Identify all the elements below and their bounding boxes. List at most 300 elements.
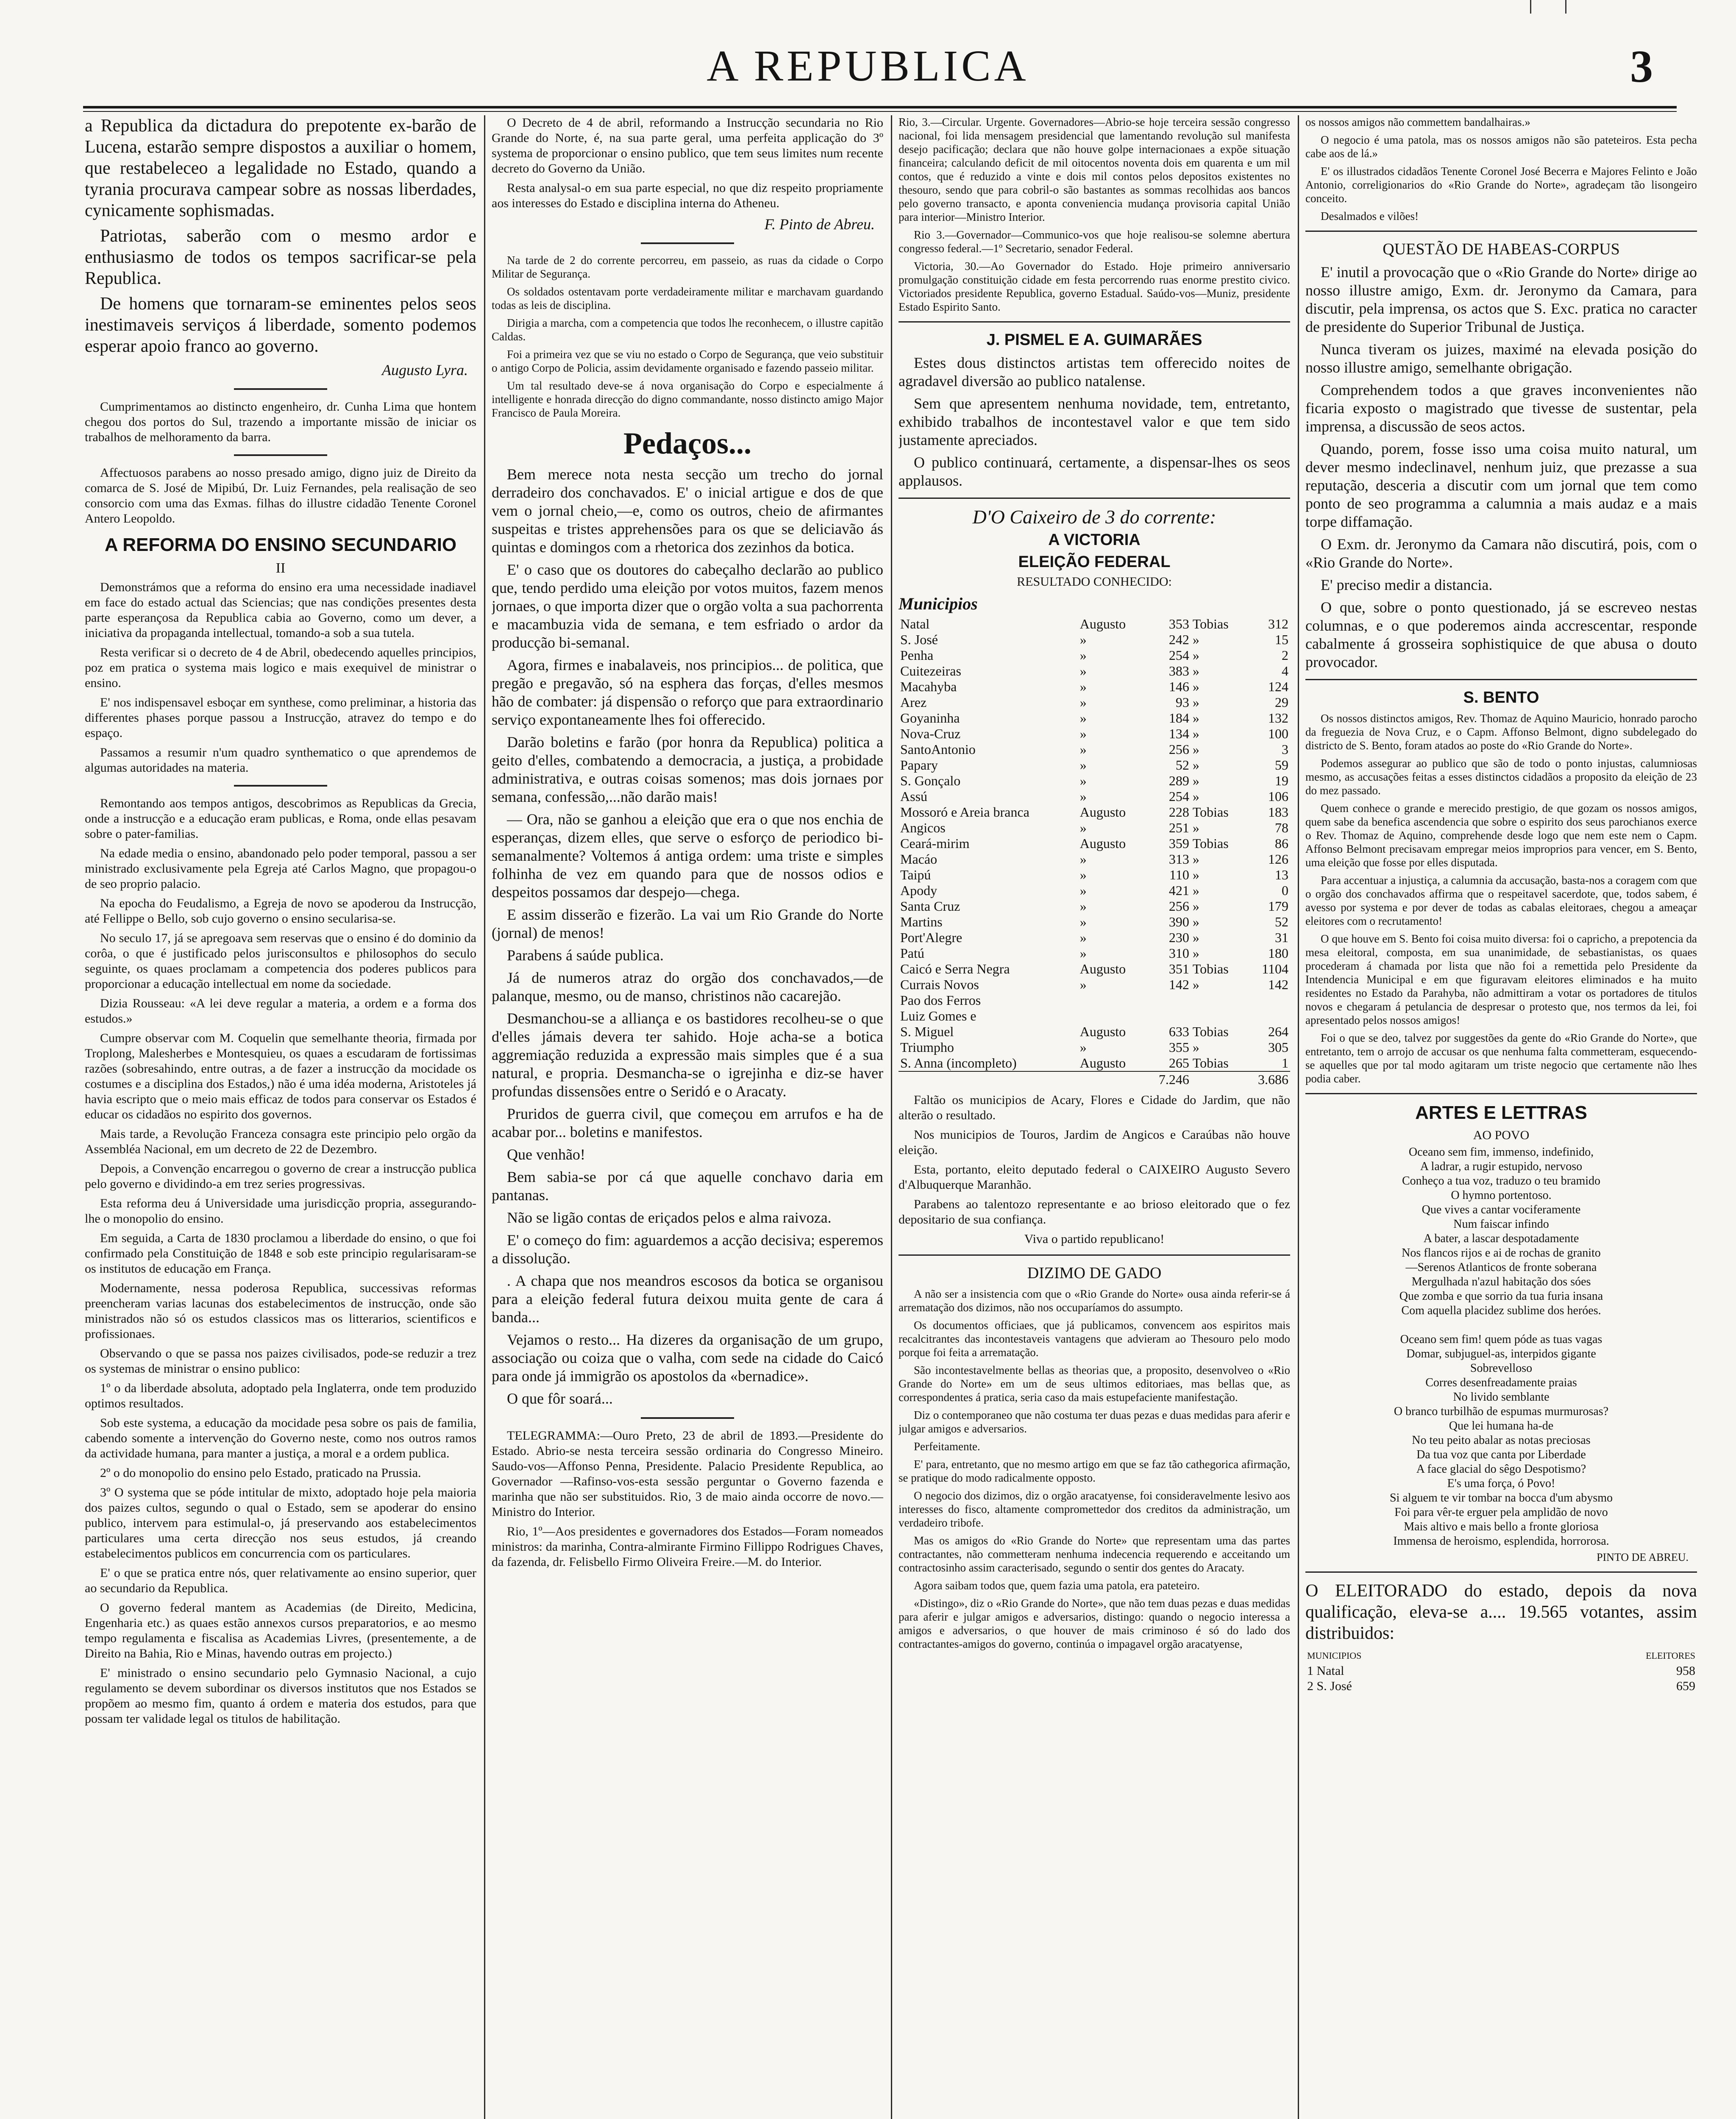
candidate-b-cell: » [1192, 977, 1199, 992]
candidate-a-cell: » [1079, 914, 1087, 929]
votes-b-cell: 264 [1268, 1024, 1288, 1039]
paragraph: Os soldados ostentavam porte verdadeiramente militar e marchavam guardando todas as leis de disciplina. [492, 285, 883, 311]
paragraph: Agora, firmes e inabalaveis, nos principios... de politica, que pregão e pregavão, só na esphera das forças, d'elles mesmos hão de combater: já dispensão o reforço que para extraordinario serviço expontaneamente lhes foi offerecido. [492, 656, 883, 728]
candidate-a-cell: Augusto [1079, 836, 1126, 851]
poem-line: No livido semblante [1453, 1390, 1550, 1404]
page-top-mark [1530, 0, 1566, 14]
municipio-cell: Santa Cruz [900, 898, 960, 914]
poem-line: Da tua voz que canta por Liberdade [1416, 1448, 1586, 1461]
municipio-cell: Caicó e Serra Negra [900, 961, 1010, 976]
paragraph: Parabens ao talentozo representante e ao brioso eleitorado que o fez depositario de sua confiança. [899, 1197, 1290, 1226]
municipio-cell: Port'Alegre [900, 930, 963, 945]
candidate-a-cell: » [1079, 820, 1087, 835]
column-divider [1298, 115, 1299, 2119]
section-rule [1305, 1571, 1697, 1573]
total-tobias: 3.686 [1244, 1071, 1290, 1087]
paragraph: Desalmados e vilões! [1321, 210, 1419, 222]
results-row [899, 820, 1290, 836]
results-row [899, 977, 1290, 993]
votes-a-cell: 313 [1168, 851, 1189, 867]
votes-b-cell [1244, 1008, 1290, 1024]
candidate-b-cell: » [1192, 710, 1199, 726]
municipio-cell: Macáo [900, 851, 938, 867]
results-row [899, 867, 1290, 883]
notice-engineer: Cumprimentamos ao distincto engenheiro, dr. Cunha Lima que hontem chegou dos portos do Sul, trazendo a importante missão de iniciar os trabalhos de melhoramento da barra. [85, 400, 476, 444]
poem-line: Com aquella placidez sublime dos heróes. [1401, 1304, 1601, 1317]
telegram: Victoria, 30.—Ao Governador do Estado. Hoje primeiro anniversario promulgação constituição cidade em festa percorrendo ruas enorme prestito civico. Victoriados presidente Republica, governo Estadual. Saúdo-vos—Muniz, presidente Estado Espirito Santo. [899, 260, 1290, 313]
votes-a-cell: 93 [1175, 695, 1189, 710]
candidate-a-cell: » [1079, 945, 1087, 961]
paragraph: Dizia Rousseau: «A lei deve regular a materia, a ordem e a forma dos estudos.» [85, 996, 476, 1026]
votes-a-cell: 256 [1168, 742, 1189, 757]
municipio-cell: S. Anna (incompleto) [900, 1055, 1017, 1071]
paragraph: A não ser a insistencia com que o «Rio Grande do Norte» ousa ainda referir-se á arrematação dos dizimos, não nos occuparíamos do assumpto. [899, 1288, 1290, 1314]
paragraph: «Distingo», diz o «Rio Grande do Norte», que não tem duas pezas e duas medidas para aferir e julgar amigos e adversarios, distingo: quando o negocio interessa a amigos e adversarios, o que houver de mais criminoso é só do lado dos contractantes-amigos do governo, continúa o impagavel orgão aracatyense, [899, 1597, 1290, 1650]
candidate-b-cell: » [1192, 632, 1199, 647]
section-rule [899, 321, 1290, 323]
caixeiro-heading: D'O Caixeiro de 3 do corrente: [972, 506, 1216, 528]
votes-b-cell: 3 [1282, 742, 1288, 757]
results-row [899, 632, 1290, 648]
poem-line: Mais altivo e mais bello a fronte gloriosa [1404, 1520, 1599, 1533]
candidate-b-cell: Tobias [1192, 616, 1229, 631]
poem-line: Oceano sem fim, immenso, indefinido, [1408, 1146, 1594, 1159]
paragraph: E assim disserão e fizerão. La vai um Rio Grande do Norte (jornal) de menos! [492, 906, 883, 941]
municipio-cell: Goyaninha [900, 710, 960, 726]
paragraph: . A chapa que nos meandros escosos da botica se organisou para a eleição federal futura deixou muita gente de cara á banda... [492, 1272, 883, 1326]
section-rule [1305, 679, 1697, 680]
paragraph: E' o que se pratica entre nós, quer relativamente ao ensino superior, quer ao secundario da Republica. [85, 1566, 476, 1595]
paragraph: E' para, entretanto, que no mesmo artigo em que se faz tão cathegorica afirmação, se pratique do modo radicalmente opposto. [899, 1458, 1290, 1484]
poem-line: Domar, subjuguel-as, interpidos gigante [1406, 1347, 1596, 1360]
paragraph: E' nos indispensavel esboçar em synthese, como preliminar, a historia das differentes phases porque passou a Instrucção, atravez do tempo e do espaço. [85, 695, 476, 740]
eleitorado-col-eleitores: ELEITORES [1646, 1650, 1695, 1661]
paragraph: E' preciso medir a distancia. [1321, 576, 1493, 593]
results-row [899, 679, 1290, 695]
paragraph: Esta, portanto, eleito deputado federal o CAIXEIRO Augusto Severo d'Albuquerque Maranhão. [899, 1162, 1290, 1192]
dizimo-title: DIZIMO DE GADO [1027, 1264, 1162, 1282]
viva-line: Viva o partido republicano! [1024, 1232, 1165, 1246]
candidate-a-cell: » [1079, 648, 1087, 663]
candidate-b-cell: » [1192, 726, 1199, 741]
results-row [899, 757, 1290, 773]
masthead-title: A REPUBLICA [707, 42, 1029, 90]
candidate-a-cell: » [1079, 773, 1087, 788]
bento-article [1305, 712, 1697, 1085]
paragraph: Comprehendem todos a que graves inconvenientes não ficaria exposto o magistrado que tivesse de sustentar, pela imprensa, a discussão de seos actos. [1305, 381, 1697, 435]
results-row [899, 851, 1290, 867]
municipio-cell: Assú [900, 789, 928, 804]
candidate-a-cell: » [1079, 663, 1087, 679]
candidate-b-cell: » [1192, 695, 1199, 710]
votes-a-cell: 421 [1168, 883, 1189, 898]
paragraph: No seculo 17, já se apregoava sem reservas que o ensino é do dominio da corôa, o que é justificado pelos jurisconsultos e philosophos do seculo seguinte, os quaes proclamam a competencia dos poderes publicos para proporcionar a educação intellectual em nome da sociedade. [85, 931, 476, 991]
candidate-b-cell: » [1192, 883, 1199, 898]
candidate-a-cell: » [1079, 867, 1087, 882]
candidate-a-cell: » [1079, 742, 1087, 757]
paragraph: Sem que apresentem nenhuma novidade, tem, entretanto, exhibido trabalhos de incontestavel valor e que tem sido justamente apreciados. [899, 395, 1290, 448]
paragraph: Foi o que se deo, talvez por suggestões da gente do «Rio Grande do Norte», que entretanto, tem o arrojo de accusar os que nenhuma falta commetteram, esquecendo-se aquelles que por tal modo agitaram um triste negocio que certamente não lhes podia caber. [1305, 1032, 1697, 1085]
candidate-b-cell: Tobias [1192, 961, 1229, 976]
ensino-title: A REFORMA DO ENSINO SECUNDARIO [104, 534, 457, 555]
votes-a-cell: 355 [1168, 1040, 1189, 1055]
paragraph: Podemos assegurar ao publico que são de todo o ponto injustas, calumniosas mesmo, as accusações feitas a esses distinctos cidadãos a proposito da eleição de 23 do mez passado. [1305, 757, 1697, 797]
votes-b-cell: 312 [1268, 616, 1288, 631]
votes-b-cell: 179 [1268, 898, 1288, 914]
municipio-cell: Luiz Gomes e [900, 1008, 976, 1023]
candidate-a-cell: Augusto [1079, 616, 1126, 631]
paragraph: — Ora, não se ganhou a eleição que era o que nos enchia de esperanças, dizem elles, que serve o esforço de periodico bi-semanalmente? Voltemos á antiga ordem: uma triste e simples folhinha de vez em quando para que de nossos odios e despeitos possamos dar despejo—chega. [492, 811, 883, 901]
pedacos-article [492, 465, 883, 1408]
signature: F. Pinto de Abreu. [764, 216, 875, 233]
votes-a-cell: 110 [1169, 867, 1189, 882]
municipio-cell: Triumpho [900, 1040, 954, 1055]
votes-b-cell: 183 [1268, 804, 1288, 820]
votes-a-cell: 184 [1168, 710, 1189, 726]
paragraph: O que, sobre o ponto questionado, já se escreveo nestas columnas, e o que poderemos ainda accrescentar, responde cabalmente á grosseira sophistiquice de que abusa o douto provocador. [1305, 599, 1697, 670]
paragraph: os nossos amigos não commettem bandalhairas.» [1305, 116, 1530, 128]
poem-line: Oceano sem fim! quem póde as tuas vagas [1400, 1333, 1602, 1346]
candidate-a-cell: » [1079, 930, 1087, 945]
candidate-a-cell: » [1079, 883, 1087, 898]
municipio-cell: Papary [900, 757, 938, 773]
poem-line: Num faiscar infindo [1453, 1218, 1549, 1231]
municipio-cell: Pao dos Ferros [900, 993, 981, 1008]
votes-a-cell: 289 [1168, 773, 1189, 788]
municipio-cell: Currais Novos [900, 977, 979, 992]
votes-a-cell: 142 [1168, 977, 1189, 992]
votes-a-cell: 390 [1168, 914, 1189, 929]
paragraph: Um tal resultado deve-se á nova organisação do Corpo e especialmente á intelligente e honrada direcção do digno commandante, nosso distincto amigo Major Francisco de Paula Moreira. [492, 379, 883, 419]
section-rule [899, 1254, 1290, 1256]
candidate-b-cell: » [1192, 930, 1199, 945]
votes-b-cell: 142 [1268, 977, 1288, 992]
results-row [899, 1055, 1290, 1071]
paragraph: Os nossos distinctos amigos, Rev. Thomaz de Aquino Mauricio, honrado parocho da freguezia de Nova Cruz, e o Capm. Affonso Belmont, digno subdelegado do districto de S. Bento, foram atados ao poste do «Rio Grande do Norte». [1305, 712, 1697, 752]
habeas-article [1305, 263, 1697, 671]
paragraph: Que venhão! [507, 1146, 585, 1163]
results-row [899, 1008, 1290, 1024]
votes-a-cell: 351 [1168, 961, 1189, 976]
candidate-b-cell: » [1192, 663, 1199, 679]
votes-a-cell: 52 [1175, 757, 1189, 773]
results-row [899, 1024, 1290, 1040]
paragraph: São incontestavelmente bellas as theorias que, a proposito, desenvolveo o «Rio Grande do Norte» em um de seus ultimos editoriaes, mas bellas que, as correspondentes á pratica, seria caso da mais estupefaciente manifestação. [899, 1364, 1290, 1404]
eleitorado-row [1305, 1679, 1697, 1694]
signature: Augusto Lyra. [382, 362, 468, 378]
paragraph: Estes dous distinctos artistas tem offerecido noites de agradavel diversão ao publico natalense. [899, 354, 1290, 389]
eleitorado-row [1305, 1663, 1697, 1679]
results-row [899, 695, 1290, 710]
results-row [899, 993, 1290, 1008]
municipio-cell: Nova-Cruz [900, 726, 961, 741]
paragraph: Mas os amigos do «Rio Grande do Norte» que representam uma das partes contractantes, não commetteram nenhuma indecencia requerendo e acceitando um contractosinho assim caracterisado, segundo o sentir dos gentes do Aracaty. [899, 1534, 1290, 1574]
paragraph: O negocio dos dizimos, diz o orgão aracatyense, foi consideravelmente lesivo aos interesses do fisco, altamente compromettedor dos creditos da administração, um verdadeiro tribofe. [899, 1489, 1290, 1529]
paragraph: Faltão os municipios de Acary, Flores e Cidade do Jardim, que não alterão o resultado. [899, 1093, 1290, 1122]
separator [641, 242, 734, 244]
results-row [899, 961, 1290, 977]
votes-b-cell: 4 [1282, 663, 1288, 679]
results-row [899, 663, 1290, 679]
municipio-cell: Penha [900, 648, 934, 663]
candidate-b-cell: » [1192, 867, 1199, 882]
votes-b-cell: 2 [1282, 648, 1288, 663]
military-news [492, 253, 883, 420]
paragraph: Resta analysal-o em sua parte especial, no que diz respeito propriamente aos interesses do Estado e disciplina interna do Atheneu. [492, 181, 883, 210]
paragraph: Na epocha do Feudalismo, a Egreja de novo se apoderou da Instrucção, até Fellippe o Bello, sob cujo governo o ensino secularisa-se. [85, 896, 476, 926]
votes-b-cell: 1 [1282, 1055, 1288, 1071]
votes-b-cell: 126 [1268, 851, 1288, 867]
candidate-a-cell [1078, 993, 1145, 1008]
candidate-b-cell: » [1192, 789, 1199, 804]
results-row [899, 804, 1290, 820]
pedacos-title: Pedaços... [623, 426, 751, 460]
poem-line: A bater, a lascar despotadamente [1423, 1232, 1579, 1245]
votes-a-cell: 134 [1168, 726, 1189, 741]
votes-b-cell: 106 [1268, 789, 1288, 804]
votes-b-cell: 100 [1268, 726, 1288, 741]
results-row [899, 1040, 1290, 1055]
poem-signature: PINTO DE ABREU. [1597, 1551, 1689, 1563]
paragraph: O negocio é uma patola, mas os nossos amigos não são pateteiros. Esta pecha cabe aos de lá.» [1305, 133, 1697, 160]
municipios-label: Municipios [899, 594, 978, 613]
paragraph: Foi a primeira vez que se viu no estado o Corpo de Segurança, que veio substituir o antigo Corpo de Policia, assim devidamente organisado e fazendo passeio militar. [492, 348, 883, 374]
notice-congratulations: Affectuosos parabens ao nosso presado amigo, digno juiz de Direito da comarca de S. José de Mipibú, Dr. Luiz Fernandes, pela realisação de seo consorcio com uma das Exmas. filhas do illustre cidadão Tenente Coronel Antero Leopoldo. [85, 466, 476, 526]
telegram: Rio, 1º—Aos presidentes e governadores dos Estados—Foram nomeados ministros: da marinha, Contra-almirante Firmino Fillippo Rodrigues Chaves, da fazenda, dr. Felisbello Firmo Oliveira Freire.—M. do Interior. [492, 1524, 883, 1569]
votes-b-cell: 180 [1268, 945, 1288, 961]
candidate-a-cell: » [1079, 851, 1087, 867]
poem-line: Conheço a tua voz, traduzo o teu bramido [1402, 1174, 1601, 1187]
poem-line: O hymno portentoso. [1451, 1189, 1552, 1202]
results-row [899, 898, 1290, 914]
votes-a-cell: 254 [1168, 789, 1189, 804]
municipio-cell: S. José [900, 632, 938, 647]
paragraph: Quem conhece o grande e merecido prestigio, de que gozam os nossos amigos, quem sabe da benefica ascendencia que sobre o espirito dos seus parochianos exerce o Rev. Thomaz de Aquino, comprehende desde logo que nem este nem o Capm. Affonso Belmont precisavam empregar meios improprios para vencer, em S. Bento, uma eleição que fosse por elles disputada. [1305, 802, 1697, 869]
paragraph: Nunca tiveram os juizes, maximé na elevada posição do nosso illustre amigo, semelhante obrigação. [1305, 341, 1697, 376]
paragraph: Modernamente, nessa poderosa Republica, successivas reformas preencheram varias lacunas dos estabelecimentos de instrucção, onde são ministrados não só os estudos classicos mas os litterarios, scientificos e profissionaes. [85, 1281, 476, 1341]
victoria-heading: A VICTORIA [1048, 531, 1141, 549]
candidate-b-cell: » [1192, 742, 1199, 757]
votes-a-cell: 230 [1168, 930, 1189, 945]
votes-b-cell: 1104 [1262, 961, 1288, 976]
votes-a-cell [1145, 993, 1191, 1008]
poem-line: E's uma força, ó Povo! [1447, 1477, 1555, 1490]
separator [234, 388, 327, 390]
pismel-title: J. PISMEL E A. GUIMARÃES [986, 331, 1202, 349]
candidate-b-cell: » [1192, 820, 1199, 835]
candidate-b-cell: Tobias [1192, 836, 1229, 851]
poem-line: Sobrevelloso [1470, 1362, 1533, 1375]
votes-a-cell: 242 [1168, 632, 1189, 647]
votes-a-cell: 353 [1168, 616, 1189, 631]
header-rule [83, 106, 1677, 108]
column-4 [1305, 115, 1697, 2119]
paragraph: E' o caso que os doutores do cabeçalho declarão ao publico que, tendo perdido uma eleição por votos muitos, fazem menos jornaes, o que importa dizer que o orgão volta a sua pachorrenta e macambuzia vida de semana, e tem esfriado o ardor da producção bi-semanal. [492, 561, 883, 651]
votes-a-cell [1145, 1008, 1191, 1024]
paragraph: Resta verificar si o decreto de 4 de Abril, obedecendo aquelles principios, poz em pratica o systema mais logico e mais exequivel de ministrar o ensino. [85, 645, 476, 690]
candidate-b-cell: » [1192, 851, 1199, 867]
votes-a-cell: 256 [1168, 898, 1189, 914]
paragraph: Cumpre observar com M. Coquelin que semelhante theoria, firmada por Troplong, Malesherbes e Montesquieu, os quaes a escudaram de fortissimas razões (sobresahindo, entre outras, a de fazer a instrucção da mocidade os costumes e a disciplina dos Estados,) não é uma idéa moderna, Aristoteles já havia escripto que o meio mais efficaz de todos para conservar os Estados é educar os cidadãos no espirito dos governos. [85, 1031, 476, 1121]
results-row [899, 710, 1290, 726]
paragraph: O publico continuará, certamente, a dispensar-lhes os seos applausos. [899, 454, 1290, 489]
separator [234, 454, 327, 456]
votes-b-cell: 0 [1282, 883, 1288, 898]
paragraph: Já de numeros atraz do orgão dos conchavados,—de palanque, mesmo, ou de manso, christinos não cacarejão. [492, 969, 883, 1004]
paragraph: E' o começo do fim: aguardemos a acção decisiva; esperemos a dissolução. [492, 1232, 883, 1267]
candidate-b-cell [1191, 993, 1244, 1008]
votes-a-cell: 383 [1168, 663, 1189, 679]
results-row [899, 883, 1290, 898]
results-row [899, 914, 1290, 930]
header-rule-thin [83, 111, 1677, 112]
paragraph: Sob este systema, a educação da mocidade pesa sobre os pais de familia, cabendo somente a intervenção do Governo neste, como nos outros ramos da actividade humana, para manter a justiça, a moral e a ordem publica. [85, 1416, 476, 1460]
paragraph: Parabens á saúde publica. [507, 947, 664, 964]
eleitores-cell: 958 [1676, 1664, 1695, 1678]
column-3 [899, 115, 1290, 2119]
votes-b-cell: 78 [1275, 820, 1288, 835]
votes-a-cell: 146 [1168, 679, 1189, 694]
paragraph: Mais tarde, a Revolução Franceza consagra este principio pelo orgão da Assembléa Nacional, em um decreto de 22 de Dezembro. [85, 1127, 476, 1156]
municipio-cell: S. Miguel [900, 1024, 954, 1039]
poem-line: Immensa de heroismo, esplendida, horrorosa. [1393, 1535, 1609, 1548]
telegram: TELEGRAMMA:—Ouro Preto, 23 de abril de 1893.—Presidente do Estado. Abrio-se nesta terceira sessão ordinaria do Congresso Mineiro. Saudo-vos—Affonso Penna, Presidente. Palacio Presidente Republica, ao Governador —Rafinso-vos-esta sessão perguntar o Governo fazenda e marinha que não ser substituidos. Rio, 3 de maio ainda occorre de novo.—Ministro do Interior. [492, 1429, 883, 1519]
votes-b-cell: 15 [1275, 632, 1288, 647]
ensino-part-number: II [275, 560, 286, 576]
poem-line: Corres desenfreadamente praias [1425, 1376, 1577, 1389]
paragraph: Demonstrámos que a reforma do ensino era uma necessidade inadiavel em face do estado actual das Sciencias; que nas condições presentes desta parte esperançosa da Republica cabia ao Governo, como um dever, a iniciativa da propaganda intellectual, tomando-a sob a sua tutela. [85, 580, 476, 640]
candidate-b-cell: » [1192, 945, 1199, 961]
artes-title: ARTES E LETTRAS [1415, 1102, 1587, 1123]
telegram: Rio 3.—Governador—Communico-vos que hoje realisou-se solemne abertura congresso federal.—1º Secretario, senador Federal. [899, 228, 1290, 255]
candidate-a-cell: » [1079, 898, 1087, 914]
telegram: Rio, 3.—Circular. Urgente. Governadores—Abrio-se hoje terceira sessão congresso nacional, foi lida mensagem presidencial que lamentando revolução sul manifesta desejo pacificação; declara que não houve golpe internacionaes a expõe situação financeira; calculando deficit de mil oitocentos noventa dois em quarenta e um mil contos, que é reduzido a vinte e dois mil contos pelos depositos existentes no thesouro, sendo que para cobril-o são bastantes as sommas recolhidas aos bancos pelo governo transacto, e aponta conveniencia mudança provisoria capital União para interior—Ministro Interior. [899, 116, 1290, 223]
paragraph: Não se ligão contas de eriçados pelos e alma raivoza. [507, 1209, 832, 1226]
candidate-b-cell: » [1192, 1040, 1199, 1055]
votes-b-cell: 31 [1275, 930, 1288, 945]
paragraph: Nos municipios de Touros, Jardim de Angicos e Caraúbas não houve eleição. [899, 1128, 1290, 1157]
votes-b-cell: 13 [1275, 867, 1288, 882]
candidate-a-cell: » [1079, 977, 1087, 992]
votes-a-cell: 228 [1168, 804, 1189, 820]
paragraph: Desmanchou-se a alliança e os bastidores recolheu-se o que d'elles jámais devera ter sahido. Hoje acha-se a botica aggremiação reduzida a expressão mais simples que é a sua natural, e propria. Desmancha-se o igrejinha e diz-se haver profundas dissensões entre o Seridó e o Aracaty. [492, 1010, 883, 1100]
municipio-cell: Cuitezeiras [900, 663, 961, 679]
candidate-b-cell: » [1192, 679, 1199, 694]
eleitorado-col-municipios: MUNICIPIOS [1307, 1650, 1362, 1661]
votes-b-cell: 29 [1275, 695, 1288, 710]
intro-article [85, 115, 476, 379]
poem-line: Si alguem te vir tombar na bocca d'um abysmo [1389, 1491, 1613, 1504]
candidate-a-cell: » [1079, 695, 1087, 710]
habeas-title: QUESTÃO DE HABEAS-CORPUS [1383, 240, 1620, 258]
eleitorado-paragraph: O ELEITORADO do estado, depois da nova qualificação, eleva-se a.... 19.565 votantes, assim distribuidos: [1305, 1581, 1697, 1643]
candidate-a-cell: Augusto [1079, 804, 1126, 820]
results-row [899, 648, 1290, 663]
municipio-cell: Macahyba [900, 679, 957, 694]
candidate-b-cell: Tobias [1192, 1024, 1229, 1039]
municipio-cell: Arez [900, 695, 927, 710]
votes-b-cell: 19 [1275, 773, 1288, 788]
results-total-row [899, 1071, 1290, 1087]
votes-a-cell: 265 [1168, 1055, 1189, 1071]
candidate-a-cell: » [1079, 789, 1087, 804]
paragraph: O que fôr soará... [507, 1390, 613, 1407]
resultado-heading: RESULTADO CONHECIDO: [1017, 575, 1172, 589]
municipio-cell: Angicos [900, 820, 946, 835]
paragraph: Dirigia a marcha, com a competencia que todos lhe reconhecem, o illustre capitão Caldas. [492, 317, 883, 343]
eleitores-cell: 659 [1676, 1679, 1695, 1693]
candidate-a-cell [1078, 1008, 1145, 1024]
column-divider [891, 115, 892, 2119]
poem-title: AO POVO [1473, 1128, 1530, 1142]
paragraph: Darão boletins e farão (por honra da Republica) politica a geito d'elles, combatendo a democracia, a justiça, a probidade administrativa, e outras coisas somenos; mas dois jornaes por semana, confessão,...não darão mais! [492, 734, 883, 805]
poem-line: Nos flancos rijos e ai de rochas de granito [1402, 1246, 1601, 1260]
municipio-cell: Apody [900, 883, 938, 898]
paragraph: Na edade media o ensino, abandonado pelo poder temporal, passou a ser ministrado exclusivamente pela Egreja até Carlos Magno, que propagou-o de seo proprio palacio. [85, 846, 476, 891]
paragraph: a Republica da dictadura do prepotente ex-barão de Lucena, estarão sempre dispostos a auxiliar o homem, que restabeleceo a legalidade no Estado, quando a tyrania procurava campear sobre as nossas liberdades, cynicamente sophismadas. [85, 116, 476, 220]
municipio-cell: 1 Natal [1307, 1664, 1344, 1678]
paragraph: Os documentos officiaes, que já publicamos, convencem aos espiritos mais recalcitrantes das incontestaveis vantagens que advieram ao Thesouro pelo modo porque foi feita a arrematação. [899, 1319, 1290, 1359]
paragraph: 2º o do monopolio do ensino pelo Estado, praticado na Prussia. [100, 1466, 421, 1480]
candidate-b-cell: Tobias [1192, 1055, 1229, 1071]
poem-line: A ladrar, a rugir estupido, nervoso [1420, 1160, 1583, 1173]
paragraph: Agora saibam todos que, quem fazia uma patola, era pateteiro. [914, 1579, 1200, 1592]
candidate-a-cell: Augusto [1079, 961, 1126, 976]
candidate-a-cell: » [1079, 710, 1087, 726]
paragraph: Pruridos de guerra civil, que começou em arrufos e ha de acabar por... boletins e manifestos. [492, 1105, 883, 1140]
poem-line: —Serenos Atlanticos de fronte soberana [1405, 1261, 1597, 1274]
municipio-cell: 2 S. José [1307, 1679, 1352, 1693]
bento-title: S. BENTO [1463, 689, 1539, 706]
results-row [899, 742, 1290, 757]
separator [234, 785, 327, 787]
section-rule [1305, 231, 1697, 232]
votes-b-cell: 305 [1268, 1040, 1288, 1055]
section-rule [1305, 1093, 1697, 1094]
poem-line: A face glacial do sêgo Despotismo? [1416, 1463, 1586, 1476]
paragraph: O Exm. dr. Jeronymo da Camara não discutirá, pois, com o «Rio Grande do Norte». [1305, 536, 1697, 571]
municipio-cell: Natal [900, 616, 930, 631]
total-augusto: 7.246 [1145, 1071, 1191, 1087]
candidate-a-cell: » [1079, 1040, 1087, 1055]
votes-a-cell: 633 [1168, 1024, 1189, 1039]
paragraph: 1º o da liberdade absoluta, adoptado pela Inglaterra, onde tem produzido optimos resultados. [85, 1381, 476, 1410]
poem-line: No teu peito abalar as notas preciosas [1412, 1434, 1591, 1447]
votes-b-cell: 132 [1268, 710, 1288, 726]
votes-a-cell: 310 [1168, 945, 1189, 961]
municipio-cell: Martins [900, 914, 943, 929]
poem-line: Mergulhada n'azul habitação dos sóes [1411, 1275, 1591, 1288]
municipio-cell: S. Gonçalo [900, 773, 961, 788]
votes-a-cell: 251 [1168, 820, 1189, 835]
votes-a-cell: 254 [1168, 648, 1189, 663]
paragraph: E' ministrado o ensino secundario pelo Gymnasio Nacional, a cujo regulamento se devem subordinar os diversos institutos que nos Estados se propõem ao mesmo fim, quanto á ordem e materia dos estudos, para que possam ter validade legal os titulos de habilitação. [85, 1666, 476, 1726]
votes-b-cell: 52 [1275, 914, 1288, 929]
eleicao-heading: ELEIÇÃO FEDERAL [1018, 553, 1171, 571]
dizimo-article [899, 1287, 1290, 1651]
poem [1305, 1145, 1697, 1549]
paragraph: Passamos a resumir n'um quadro synthematico o que aprendemos de algumas autoridades na materia. [85, 745, 476, 775]
poem-line: O branco turbilhão de espumas murmurosas? [1394, 1405, 1609, 1418]
poem-line: Foi para vêr-te erguer pela amplidão de novo [1394, 1506, 1608, 1519]
municipio-cell: Mossoró e Areia branca [900, 804, 1029, 820]
candidate-b-cell: » [1192, 757, 1199, 773]
paragraph: Em seguida, a Carta de 1830 proclamou a liberdade do ensino, o que foi confirmado pela Constituição de 1848 e sob este principio regularisaram-se os institutos de educação em França. [85, 1231, 476, 1276]
votes-b-cell: 59 [1275, 757, 1288, 773]
candidate-b-cell: » [1192, 898, 1199, 914]
results-row [899, 930, 1290, 945]
paragraph: Na tarde de 2 do corrente percorreu, em passeio, as ruas da cidade o Corpo Militar de Segurança. [492, 254, 883, 280]
